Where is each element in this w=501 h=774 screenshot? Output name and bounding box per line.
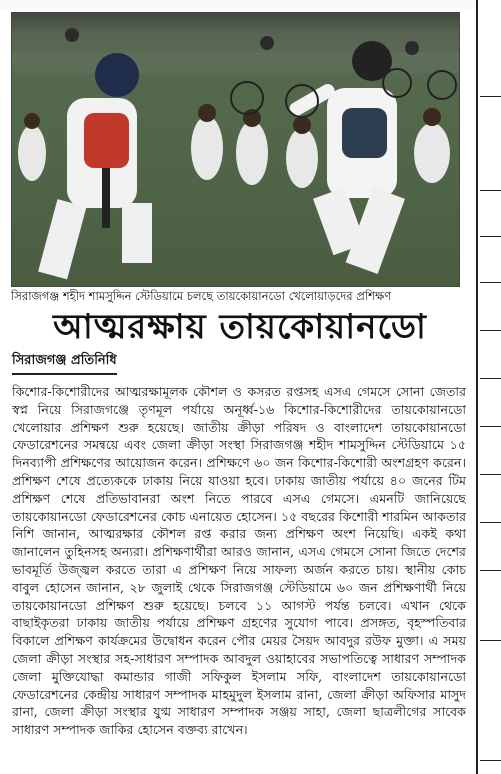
column-rule (480, 190, 501, 191)
column-rule (480, 330, 501, 331)
column-rule (480, 426, 501, 427)
page-top-strip (0, 0, 501, 10)
adjacent-column-edge (476, 0, 501, 774)
reporter-byline: সিরাজগঞ্জ প্রতিনিধি (12, 351, 117, 375)
column-rule (480, 282, 501, 283)
column-rule (480, 474, 501, 475)
photo-caption: সিরাজগঞ্জ শহীদ শামসুদ্দিন স্টেডিয়ামে চলছে তায়কোয়ানডো খেলোয়াড়দের প্রশিক্ষণ (11, 289, 392, 303)
article-photo (11, 12, 460, 287)
column-rule (480, 760, 501, 761)
photo-scene (12, 13, 459, 286)
column-rule (480, 570, 501, 571)
column-rule (480, 522, 501, 523)
column-rule (480, 378, 501, 379)
column-rule (480, 236, 501, 237)
column-rule (480, 96, 501, 97)
article-headline: আত্মরক্ষায় তায়কোয়ানডো (53, 307, 427, 347)
column-rule (480, 640, 501, 641)
article-body: কিশোর-কিশোরীদের আত্মরক্ষামূলক কৌশল ও কসরত রপ্তসহ এসএ গেমসে সোনা জেতার স্বপ্ন নিয়ে সিরাজগঞ্জে তৃণমূল পর্যায়ে অনূর্ধ্ব-১৬ কিশোর-কিশোরীদের তায়কোয়ানডো খেলোয়ার প্রশিক্ষণ শুরু হয়েছে। জাতীয় ক্রীড়া পরিষদ ও বাংলাদেশ তায়কোয়ানডো ফেডারেশনের সমন্বয়ে এবং জেলা ক্রীড়া সংস্থা সিরাজগঞ্জ শহীদ শামসুদ্দিন স্টেডিয়ামে ১৫ দিনব্যাপী প্রশিক্ষণের আয়োজন করেন। প্রশিক্ষণে ৬০ জন কিশোর-কিশোরী অংশগ্রহণ করেন। প্রশিক্ষণ শেষে প্রত্যেককে ঢাকায় নিয়ে যাওয়া হবে। ঢাকায় জাতীয় পর্যায়ে ৪০ জনের টিম প্রশিক্ষণ শেষে প্রতিভাবানরা অংশ নিতে পারবে এসএ গেমসে। এমনটি জানিয়েছে তায়কোয়ানডো ফেডারেশনের কোচ এনায়েত হোসেন। ১৫ বছরের কিশোরী শারমিন আকতার নিশি জানান, আত্মরক্ষার কৌশল রপ্ত করার জন্য প্রশিক্ষণ অংশ নিয়েছি। একই কথা জানালেন তুহিনসহ অন্যরা। প্রশিক্ষণার্থীরা আরও জানান, এসএ গেমসে সোনা জিতে দেশের ভাবমূর্তি উজ্জ্বল করতে তারা এ প্রশিক্ষণ নিয়ে সাফল্য অর্জন করতে চায়। স্থানীয় কোচ বাবুল হোসেন জানান, ২৮ জুলাই থেকে সিরাজগঞ্জ স্টেডিয়ামে ৬০ জন প্রশিক্ষণার্থী নিয়ে তায়কোয়ানডো প্রশিক্ষণ শুরু হয়েছে। চলবে ১১ আগস্ট পর্যন্ত চলবে। এখান থেকে বাছাইকৃতরা ঢাকায় জাতীয় পর্যায়ে প্রশিক্ষণ গ্রহণের সুযোগ পাবে। প্রসঙ্গত, বৃহস্পতিবার বিকালে প্রশিক্ষণ কার্যক্রমের উদ্বোধন করেন পৌর মেয়র সৈয়দ আবদুর রউফ মুক্তা। এ সময় জেলা ক্রীড়া সংস্থার সহ-সাধারণ সম্পাদক আবদুল ওয়াহাবের সভাপতিত্বে সাধারণ সম্পাদক জেলা মুক্তিযোদ্ধা কমান্ডার গাজী সফিকুল ইসলাম সফি, বাংলাদেশ তায়কোয়ানডো ফেডারেশনের কেন্দ্রীয় সাধারণ সম্পাদক মাহমুদুল ইসলাম রানা, জেলা ক্রীড়া অফিসার মাসুদ রানা, জেলা ক্রীড়া সংস্থার যুগ্ম সাধারণ সম্পাদক সঞ্জয় সাহা, জেলা ছাত্রলীগের সাবেক সাধারণ সম্পাদক জাকির হোসেন বক্তব্য রাখেন। (12, 384, 466, 738)
